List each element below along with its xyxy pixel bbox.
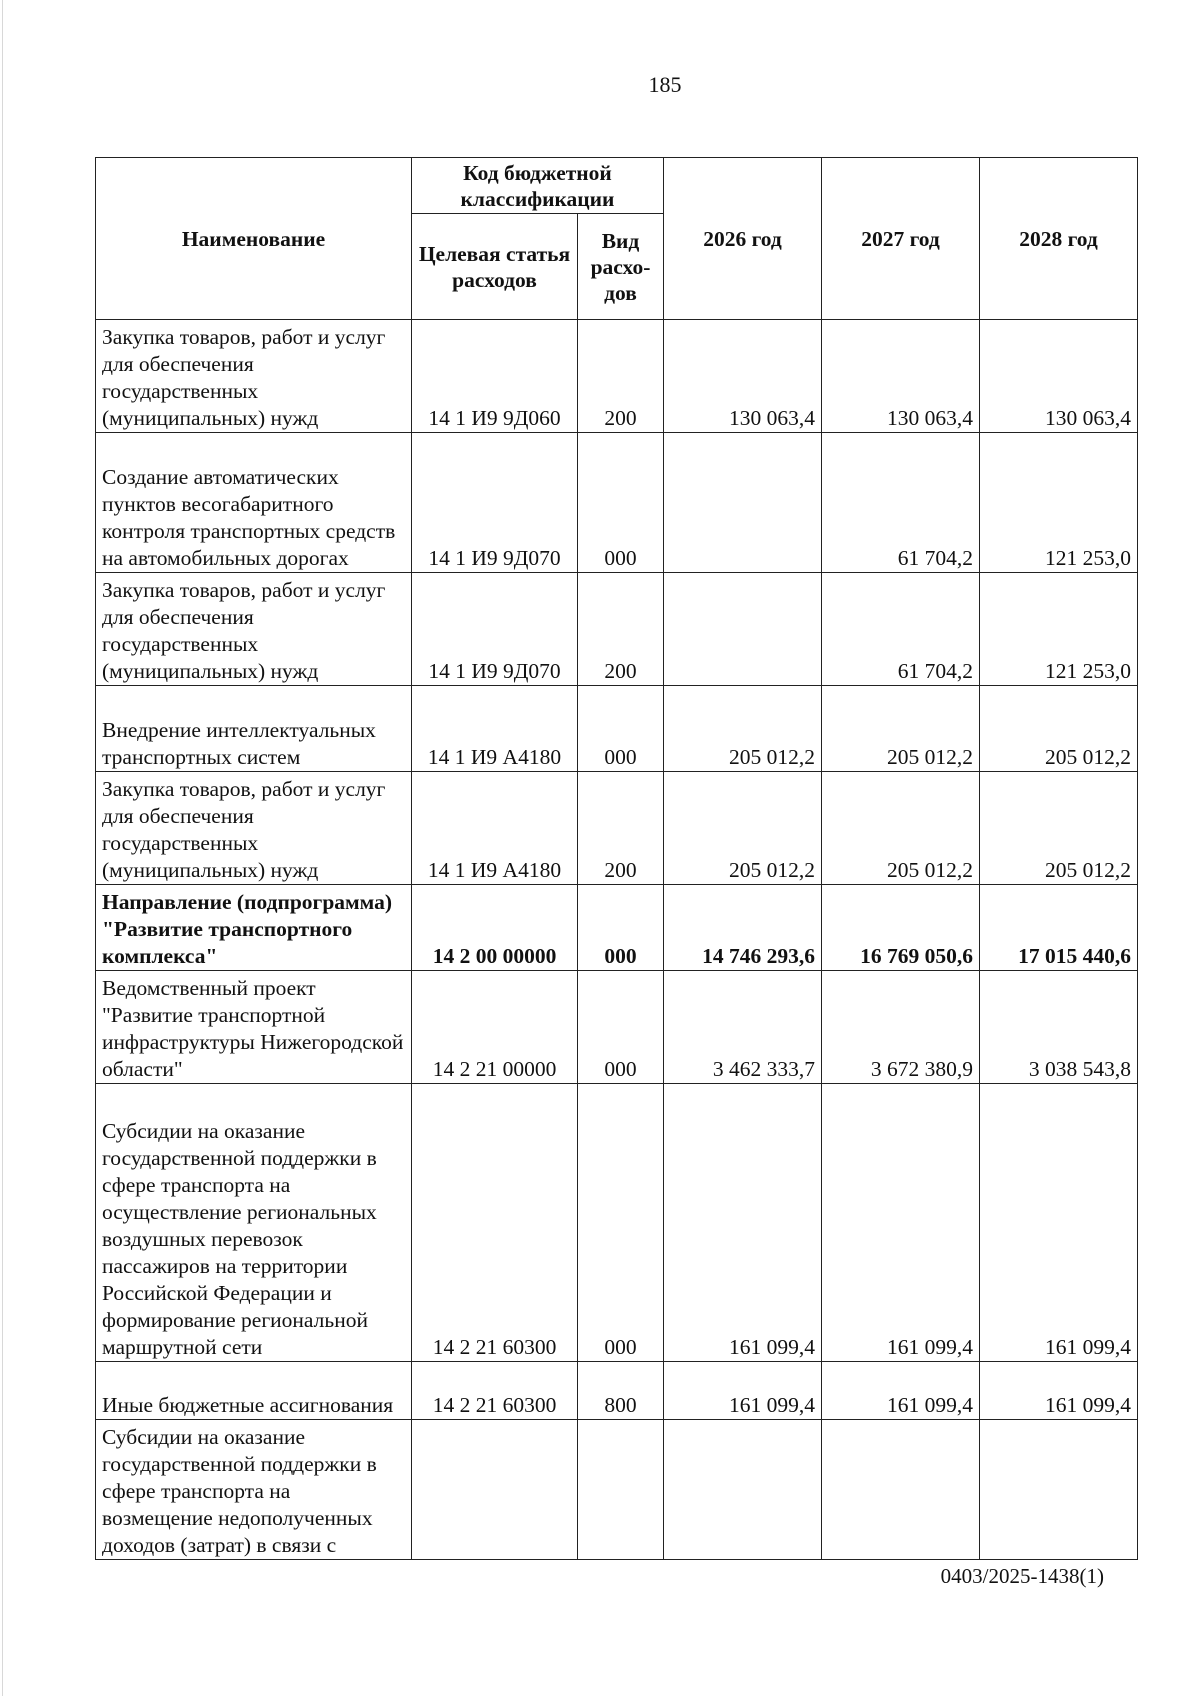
header-2026: 2026 год [664,158,822,320]
row-target-code [412,1420,578,1560]
row-2028: 161 099,4 [980,1362,1138,1420]
page-left-edge [2,0,3,1696]
row-2028: 161 099,4 [980,1084,1138,1362]
budget-table [95,157,1138,1560]
header-target-article: Целевая статья расходов [412,214,578,320]
row-target-code: 14 1 И9 9Д060 [412,320,578,433]
table-row [96,320,1138,433]
row-target-code: 14 1 И9 А4180 [412,686,578,772]
row-2028: 205 012,2 [980,772,1138,885]
row-2027: 161 099,4 [822,1084,980,1362]
row-target-code: 14 2 00 00000 [412,885,578,971]
row-target-code: 14 2 21 60300 [412,1084,578,1362]
header-2028: 2028 год [980,158,1138,320]
row-target-code: 14 1 И9 9Д070 [412,573,578,686]
table-row [96,1420,1138,1560]
table-row [96,971,1138,1084]
row-target-code: 14 2 21 60300 [412,1362,578,1420]
row-2028 [980,1420,1138,1560]
row-expense-type: 200 [578,772,664,885]
row-name: Субсидии на оказание государственной поддержки в сфере транспорта на возмещение недополученных доходов (затрат) в связи с [96,1420,412,1560]
row-expense-type: 800 [578,1362,664,1420]
row-2026: 3 462 333,7 [664,971,822,1084]
row-name: Ведомственный проект "Развитие транспортной инфраструктуры Нижегородской области" [96,971,412,1084]
row-2026: 161 099,4 [664,1362,822,1420]
row-target-code: 14 2 21 00000 [412,971,578,1084]
row-2027: 161 099,4 [822,1362,980,1420]
row-expense-type: 000 [578,686,664,772]
row-target-code: 14 1 И9 9Д070 [412,433,578,573]
row-2026 [664,1420,822,1560]
row-target-code: 14 1 И9 А4180 [412,772,578,885]
row-name: Закупка товаров, работ и услуг для обеспечения государственных (муниципальных) нужд [96,772,412,885]
row-2026: 161 099,4 [664,1084,822,1362]
row-expense-type: 000 [578,433,664,573]
header-2027: 2027 год [822,158,980,320]
row-2026: 130 063,4 [664,320,822,433]
row-name: Внедрение интеллектуальных транспортных систем [96,686,412,772]
table-row [96,686,1138,772]
row-2026 [664,433,822,573]
document-code: 0403/2025-1438(1) [940,1564,1104,1588]
row-2027: 61 704,2 [822,573,980,686]
row-name: Направление (подпрограмма) "Развитие транспортного комплекса" [96,885,412,971]
row-2028: 121 253,0 [980,573,1138,686]
table-row [96,885,1138,971]
header-name: Наименование [96,158,412,320]
table-row [96,1084,1138,1362]
table-row [96,573,1138,686]
header-code-group: Код бюджетной классификации [412,158,664,214]
table-row [96,433,1138,573]
row-2026: 205 012,2 [664,686,822,772]
row-2026: 205 012,2 [664,772,822,885]
row-name: Закупка товаров, работ и услуг для обеспечения государственных (муниципальных) нужд [96,320,412,433]
row-2027: 3 672 380,9 [822,971,980,1084]
row-name: Иные бюджетные ассигнования [96,1362,412,1420]
row-2028: 205 012,2 [980,686,1138,772]
row-2028: 121 253,0 [980,433,1138,573]
page-number: 185 [648,72,682,97]
row-2027: 16 769 050,6 [822,885,980,971]
row-expense-type [578,1420,664,1560]
row-2027: 205 012,2 [822,772,980,885]
table-row [96,772,1138,885]
row-2026 [664,573,822,686]
row-2027 [822,1420,980,1560]
row-expense-type: 000 [578,971,664,1084]
row-2028: 3 038 543,8 [980,971,1138,1084]
row-name: Закупка товаров, работ и услуг для обеспечения государственных (муниципальных) нужд [96,573,412,686]
row-name: Создание автоматических пунктов весогабаритного контроля транспортных средств на автомобильных дорогах [96,433,412,573]
table-row [96,1362,1138,1420]
row-name: Субсидии на оказание государственной поддержки в сфере транспорта на осуществление региональных воздушных перевозок пассажиров на территории Российской Федерации и формирование региональной маршрутной сети [96,1084,412,1362]
row-expense-type: 000 [578,1084,664,1362]
row-expense-type: 200 [578,320,664,433]
row-2028: 17 015 440,6 [980,885,1138,971]
row-2026: 14 746 293,6 [664,885,822,971]
row-2027: 61 704,2 [822,433,980,573]
row-2028: 130 063,4 [980,320,1138,433]
row-expense-type: 000 [578,885,664,971]
row-2027: 130 063,4 [822,320,980,433]
header-expense-type: Вид расхо-дов [578,214,664,320]
row-2027: 205 012,2 [822,686,980,772]
row-expense-type: 200 [578,573,664,686]
